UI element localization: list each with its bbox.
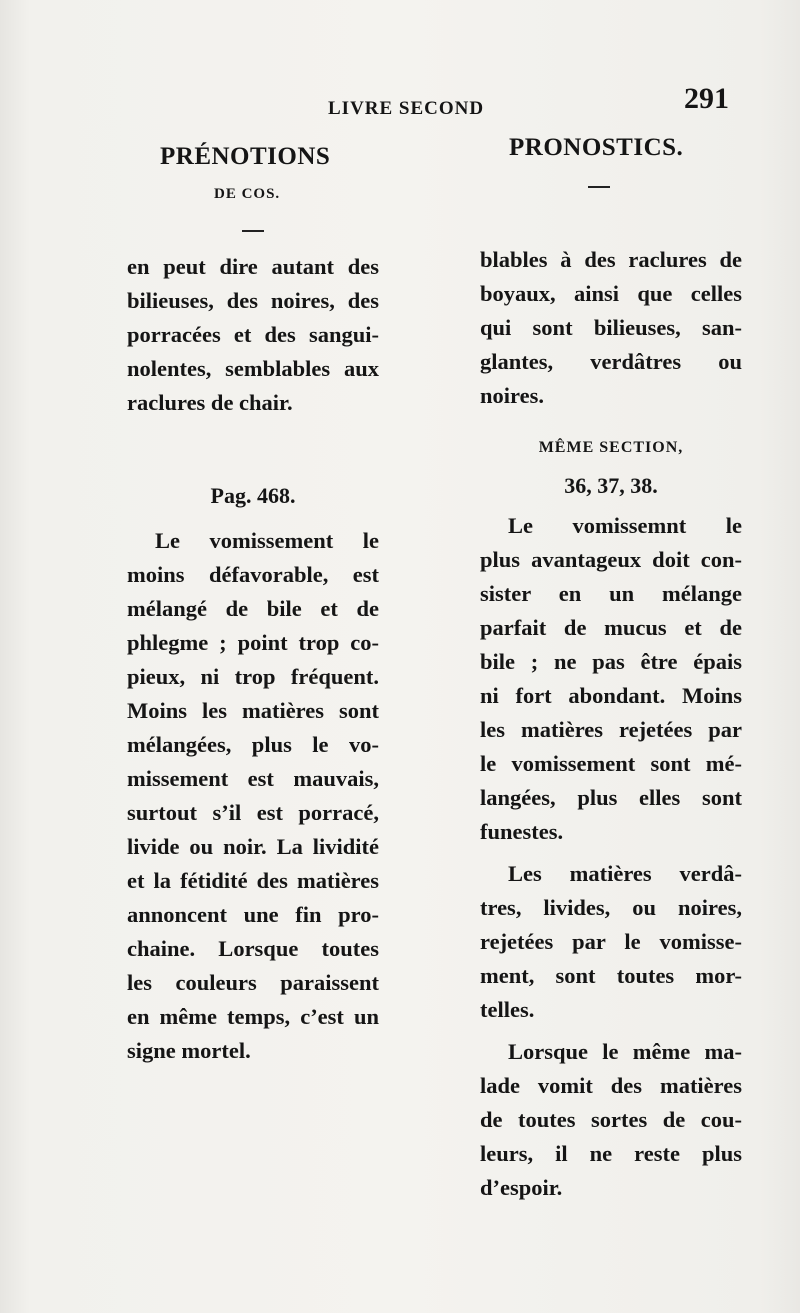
text-line: moins défavorable, est (127, 562, 379, 587)
text-line: lade vomit des matières (480, 1073, 742, 1098)
text-line: noires. (480, 383, 544, 408)
text-line: d’espoir. (480, 1175, 563, 1200)
right-section-reference: 36, 37, 38. (564, 473, 658, 498)
text-line: pieux, ni trop fréquent. (127, 664, 379, 689)
text-line: Lorsque le même ma- (508, 1039, 742, 1064)
text-line: mélangées, plus le vo- (127, 732, 379, 757)
text-line: raclures de chair. (127, 390, 293, 415)
text-line: qui sont bilieuses, san- (480, 315, 742, 340)
text-line: boyaux, ainsi que celles (480, 281, 742, 306)
text-line: tres, livides, ou noires, (480, 895, 742, 920)
left-column-title: PRÉNOTIONS (160, 143, 331, 170)
right-paragraph-3 (480, 857, 742, 1027)
right-paragraph-4 (480, 1035, 742, 1205)
text-line: ni fort abondant. Moins (480, 683, 742, 708)
text-line: nolentes, semblables aux (127, 356, 379, 381)
right-heading-dash (588, 186, 610, 188)
text-line: les couleurs paraissent (127, 970, 379, 995)
text-line: de toutes sortes de cou- (480, 1107, 742, 1132)
text-line: les matières rejetées par (480, 717, 742, 742)
text-line: bilieuses, des noires, des (127, 288, 379, 313)
text-line: leurs, il ne reste plus (480, 1141, 742, 1166)
text-line: ment, sont toutes mor- (480, 963, 742, 988)
right-paragraph-2 (480, 509, 742, 849)
page-number: 291 (684, 82, 729, 115)
text-line: missement est mauvais, (127, 766, 379, 791)
text-line: bile ; ne pas être épais (480, 649, 742, 674)
text-line: rejetées par le vomisse- (480, 929, 742, 954)
text-line: chaine. Lorsque toutes (127, 936, 379, 961)
text-line: Le vomissemnt le (508, 513, 742, 538)
left-heading-dash (242, 230, 264, 232)
text-line: phlegme ; point trop co- (127, 630, 379, 655)
text-line: annoncent une fin pro- (127, 902, 379, 927)
text-line: Moins les matières sont (127, 698, 379, 723)
running-title: LIVRE SECOND (328, 98, 485, 119)
text-line: porracées et des sangui- (127, 322, 379, 347)
text-line: en même temps, c’est un (127, 1004, 379, 1029)
text-line: en peut dire autant des (127, 254, 379, 279)
text-line: plus avantageux doit con- (480, 547, 742, 572)
text-line: Le vomissement le (155, 528, 379, 553)
text-line: surtout s’il est porracé, (127, 800, 379, 825)
text-line: sister en un mélange (480, 581, 742, 606)
text-line: funestes. (480, 819, 564, 844)
text-line: Les matières verdâ- (508, 861, 742, 886)
text-line: et la fétidité des matières (127, 868, 379, 893)
text-line: telles. (480, 997, 535, 1022)
text-line: glantes, verdâtres ou (480, 349, 742, 374)
right-paragraph-1 (480, 243, 742, 413)
right-column-title: PRONOSTICS. (509, 134, 684, 161)
left-paragraph-1 (127, 250, 379, 420)
left-paragraph-2 (127, 524, 379, 1068)
text-line: livide ou noir. La lividité (127, 834, 379, 859)
text-line: parfait de mucus et de (480, 615, 742, 640)
left-page-reference: Pag. 468. (210, 483, 296, 508)
text-line: signe mortel. (127, 1038, 251, 1063)
text-line: langées, plus elles sont (480, 785, 742, 810)
left-column (127, 250, 379, 1068)
text-line: le vomissement sont mé- (480, 751, 742, 776)
right-column (480, 243, 742, 1205)
left-column-subtitle: DE COS. (214, 186, 281, 202)
right-section-heading: MÊME SECTION, (538, 439, 684, 456)
text-line: mélangé de bile et de (127, 596, 379, 621)
text-line: blables à des raclures de (480, 247, 742, 272)
